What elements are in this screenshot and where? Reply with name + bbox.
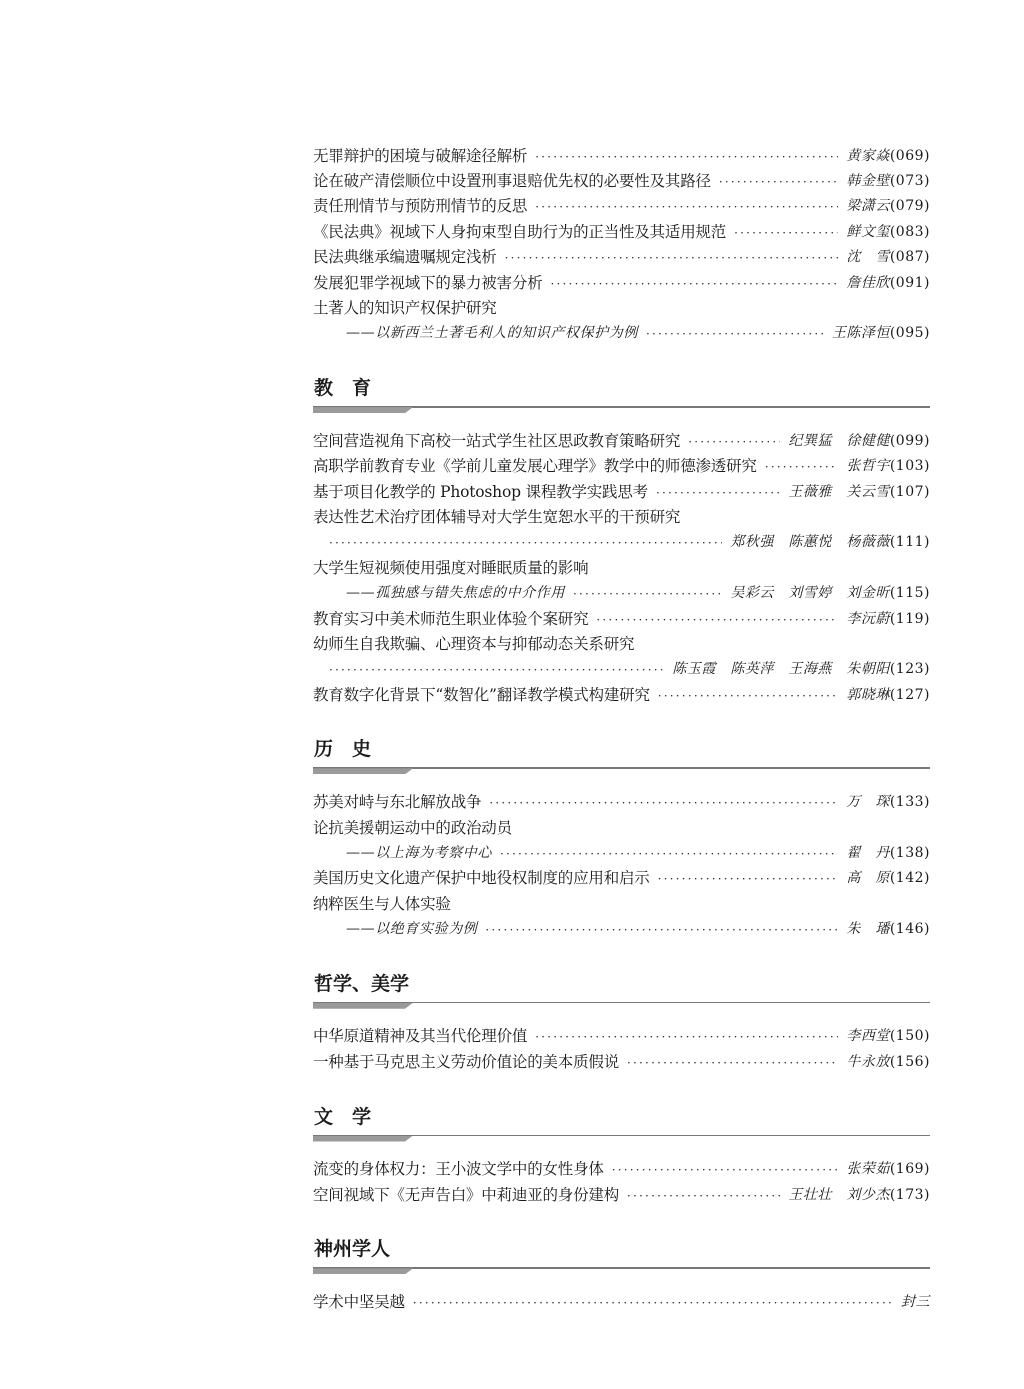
entry-authors-page (846, 455, 930, 475)
dot-leader (596, 610, 838, 626)
entry-authors: 朱 璠 (846, 921, 890, 938)
toc-entry[interactable] (313, 1048, 930, 1073)
dot-leader (489, 793, 838, 809)
entry-page: (103) (889, 458, 930, 475)
entry-page: (095) (889, 325, 930, 342)
section-rule-accent (313, 768, 413, 774)
entry-authors: 王薇雅 关云雪 (788, 483, 890, 500)
entry-page: (156) (889, 1053, 930, 1070)
entry-authors: 李沅蔚 (846, 610, 890, 627)
toc-entry[interactable] (313, 244, 930, 269)
entry-authors: 鲜文玺 (846, 223, 890, 240)
dot-leader (765, 457, 839, 473)
toc-entry-continuation[interactable] (313, 656, 930, 681)
entry-title: 一种基于马克思主义劳动价值论的美本质假说 (313, 1052, 620, 1071)
entry-authors: 韩金壁 (846, 173, 890, 190)
toc-entry[interactable] (313, 605, 930, 630)
entry-title: 中华原道精神及其当代伦理价值 (313, 1027, 528, 1046)
entry-authors-page (672, 658, 930, 678)
entry-page: (073) (889, 173, 930, 190)
entry-page: (146) (889, 921, 930, 938)
entry-authors-page (846, 918, 930, 938)
toc-entry[interactable] (313, 453, 930, 478)
dot-leader (505, 248, 839, 264)
toc-entry[interactable] (313, 294, 930, 319)
entry-authors-page (846, 608, 930, 628)
entry-authors-page (846, 195, 930, 215)
section-rule-accent (313, 1268, 413, 1274)
entry-authors-page (901, 1291, 930, 1311)
dot-leader (734, 223, 838, 239)
dot-leader (646, 324, 824, 340)
dot-leader (551, 274, 839, 290)
toc-entry[interactable] (313, 218, 930, 243)
toc-entry[interactable] (313, 681, 930, 706)
dot-leader (658, 686, 839, 702)
entry-title: 发展犯罪学视域下的暴力被害分析 (313, 273, 543, 292)
entry-authors: 郑秋强 陈蕙悦 杨薇薇 (730, 534, 890, 551)
entry-page: (083) (889, 223, 930, 240)
entry-title: 纳粹医生与人体实验 (313, 894, 451, 913)
entry-title: 论抗美援朝运动中的政治动员 (313, 818, 512, 837)
entry-title: 空间视域下《无声告白》中莉迪亚的身份建构 (313, 1185, 620, 1204)
section-title: 神州学人 (314, 1238, 391, 1261)
entry-title: 责任刑情节与预防刑情节的反思 (313, 197, 528, 216)
entry-page: (123) (889, 661, 930, 678)
dot-leader (413, 1293, 893, 1309)
section-rule (313, 406, 930, 414)
dot-leader (485, 920, 838, 936)
entry-title: 论在破产清偿顺位中设置刑事退赔优先权的必要性及其路径 (313, 172, 711, 191)
entry-authors: 李西堂 (846, 1028, 890, 1045)
section-rule-accent (313, 407, 413, 413)
section-header (313, 1230, 930, 1288)
entry-page: (169) (889, 1161, 930, 1178)
entry-authors-page (788, 1184, 930, 1204)
toc-entry[interactable] (313, 478, 930, 503)
entry-authors-page (788, 481, 930, 501)
entry-authors: 詹佳欣 (846, 274, 890, 291)
entry-page: (127) (889, 686, 930, 703)
entry-page: (099) (889, 432, 930, 449)
entry-authors-page (730, 531, 930, 551)
entry-subtitle: ——以上海为考察中心 (346, 844, 492, 861)
entry-title: 《民法典》视域下人身拘束型自助行为的正当性及其适用规范 (313, 222, 727, 241)
dot-leader (329, 660, 664, 676)
toc-entry-continuation[interactable] (313, 320, 930, 345)
entry-title: 表达性艺术治疗团体辅导对大学生宽恕水平的干预研究 (313, 507, 681, 526)
section-title: 历 史 (314, 738, 372, 761)
entry-page: (173) (889, 1186, 930, 1203)
entry-authors-page (832, 322, 930, 342)
entry-title: 土著人的知识产权保护研究 (313, 299, 497, 318)
entry-subtitle: ——以新西兰土著毛利人的知识产权保护为例 (346, 325, 638, 342)
toc-entry[interactable] (313, 142, 930, 167)
entry-title: 幼师生自我欺骗、心理资本与抑郁动态关系研究 (313, 634, 635, 653)
dot-leader (719, 172, 839, 188)
toc-entry[interactable] (313, 1023, 930, 1048)
entry-authors: 黄家焱 (846, 147, 890, 164)
entry-authors: 郭晓琳 (846, 686, 890, 703)
entry-authors: 吴彩云 刘雪婷 刘金昕 (730, 585, 890, 602)
entry-authors: 张荣茹 (846, 1161, 890, 1178)
toc-entry[interactable] (313, 788, 930, 813)
entry-authors-page (846, 867, 930, 887)
entry-authors: 陈玉霞 陈英萍 王海燕 朱朝阳 (672, 661, 890, 678)
entry-title: 基于项目化教学的 Photoshop 课程教学实践思考 (313, 482, 648, 501)
entry-authors: 翟 丹 (846, 844, 890, 861)
dot-leader (573, 584, 722, 600)
toc-entry[interactable] (313, 427, 930, 452)
toc-entry[interactable] (313, 1288, 930, 1313)
entry-authors-page (846, 684, 930, 704)
section-header (313, 369, 930, 427)
entry-authors: 王壮壮 刘少杰 (788, 1186, 890, 1203)
entry-authors: 沈 雪 (846, 249, 890, 266)
entry-page: (079) (889, 198, 930, 215)
section-rule (313, 767, 930, 775)
dot-leader (535, 1027, 838, 1043)
toc-entry-continuation[interactable] (313, 579, 930, 604)
entry-title: 苏美对峙与东北解放战争 (313, 793, 482, 812)
entry-authors-page (846, 170, 930, 190)
entry-title: 空间营造视角下高校一站式学生社区思政教育策略研究 (313, 431, 681, 450)
dot-leader (688, 432, 780, 448)
toc-entry[interactable] (313, 890, 930, 915)
dot-leader (329, 533, 722, 549)
section-title: 哲学、美学 (314, 972, 410, 995)
section-rule (313, 1135, 930, 1143)
entry-page: (119) (889, 610, 930, 627)
toc-entry[interactable] (313, 554, 930, 579)
entry-authors-page (846, 791, 930, 811)
entry-authors-page (846, 145, 930, 165)
entry-authors: 王陈泽恒 (831, 325, 890, 342)
entry-authors-page (846, 272, 930, 292)
entry-authors-page (846, 246, 930, 266)
dot-leader (627, 1053, 838, 1069)
entry-page: (150) (889, 1028, 930, 1045)
dot-leader (627, 1186, 780, 1202)
entry-authors: 纪巽猛 徐健健 (788, 432, 890, 449)
toc-entry[interactable] (313, 269, 930, 294)
section-title: 教 育 (314, 377, 372, 400)
section-rule-accent (313, 1136, 413, 1142)
entry-page: (107) (889, 483, 930, 500)
toc-entry-continuation[interactable] (313, 529, 930, 554)
entry-authors-page (846, 221, 930, 241)
toc-entry[interactable] (313, 1181, 930, 1206)
toc-entry-continuation[interactable] (313, 915, 930, 940)
section-header (313, 730, 930, 788)
dot-leader (656, 483, 780, 499)
toc-entry[interactable] (313, 814, 930, 839)
toc-entry[interactable] (313, 1156, 930, 1181)
entry-authors: 梁潇云 (846, 198, 890, 215)
entry-authors: 万 琛 (846, 794, 890, 811)
section-header (313, 1098, 930, 1156)
entry-title: 教育数字化背景下“数智化”翻译教学模式构建研究 (313, 685, 650, 704)
dot-leader (612, 1160, 839, 1176)
entry-title: 无罪辩护的困境与破解途径解析 (313, 146, 528, 165)
dot-leader (500, 844, 838, 860)
dot-leader (535, 147, 838, 163)
entry-authors-page (788, 430, 930, 450)
dot-leader (535, 197, 838, 213)
entry-title: 高职学前教育专业《学前儿童发展心理学》教学中的师德渗透研究 (313, 457, 757, 476)
entry-title: 教育实习中美术师范生职业体验个案研究 (313, 609, 589, 628)
entry-page: (115) (889, 585, 930, 602)
toc-entry[interactable] (313, 193, 930, 218)
entry-subtitle: ——以绝育实验为例 (346, 921, 478, 938)
entry-title: 民法典继承编遗嘱规定浅析 (313, 248, 497, 267)
toc-entry[interactable] (313, 167, 930, 192)
section-rule-accent (313, 1003, 413, 1009)
entry-authors-page (846, 1025, 930, 1045)
entry-title: 流变的身体权力：王小波文学中的女性身体 (313, 1160, 604, 1179)
entry-title: 学术中坚吴越 (313, 1293, 405, 1312)
dot-leader (658, 869, 839, 885)
toc-entry[interactable] (313, 503, 930, 528)
toc-entry-continuation[interactable] (313, 839, 930, 864)
entry-title: 大学生短视频使用强度对睡眠质量的影响 (313, 558, 589, 577)
entry-page: (142) (889, 870, 930, 887)
section-title: 文 学 (314, 1105, 372, 1128)
entry-authors: 封三 (901, 1294, 930, 1311)
section-rule (313, 1267, 930, 1275)
entry-page: (133) (889, 794, 930, 811)
entry-authors-page (846, 842, 930, 862)
section-header (313, 965, 930, 1023)
entry-authors-page (846, 1051, 930, 1071)
entry-page: (138) (889, 844, 930, 861)
entry-authors: 张哲宇 (846, 458, 890, 475)
entry-authors-page (730, 582, 930, 602)
toc-entry[interactable] (313, 630, 930, 655)
entry-title: 美国历史文化遗产保护中地役权制度的应用和启示 (313, 869, 650, 888)
entry-page: (069) (889, 147, 930, 164)
entry-authors: 牛永放 (846, 1053, 890, 1070)
entry-authors: 高 原 (846, 870, 890, 887)
entry-page: (087) (889, 249, 930, 266)
entry-authors-page (846, 1158, 930, 1178)
entry-page: (111) (889, 534, 930, 551)
entry-subtitle: ——孤独感与错失焦虑的中介作用 (346, 585, 565, 602)
toc-entry[interactable] (313, 865, 930, 890)
entry-page: (091) (889, 274, 930, 291)
section-rule (313, 1002, 930, 1010)
table-of-contents (313, 142, 930, 1314)
